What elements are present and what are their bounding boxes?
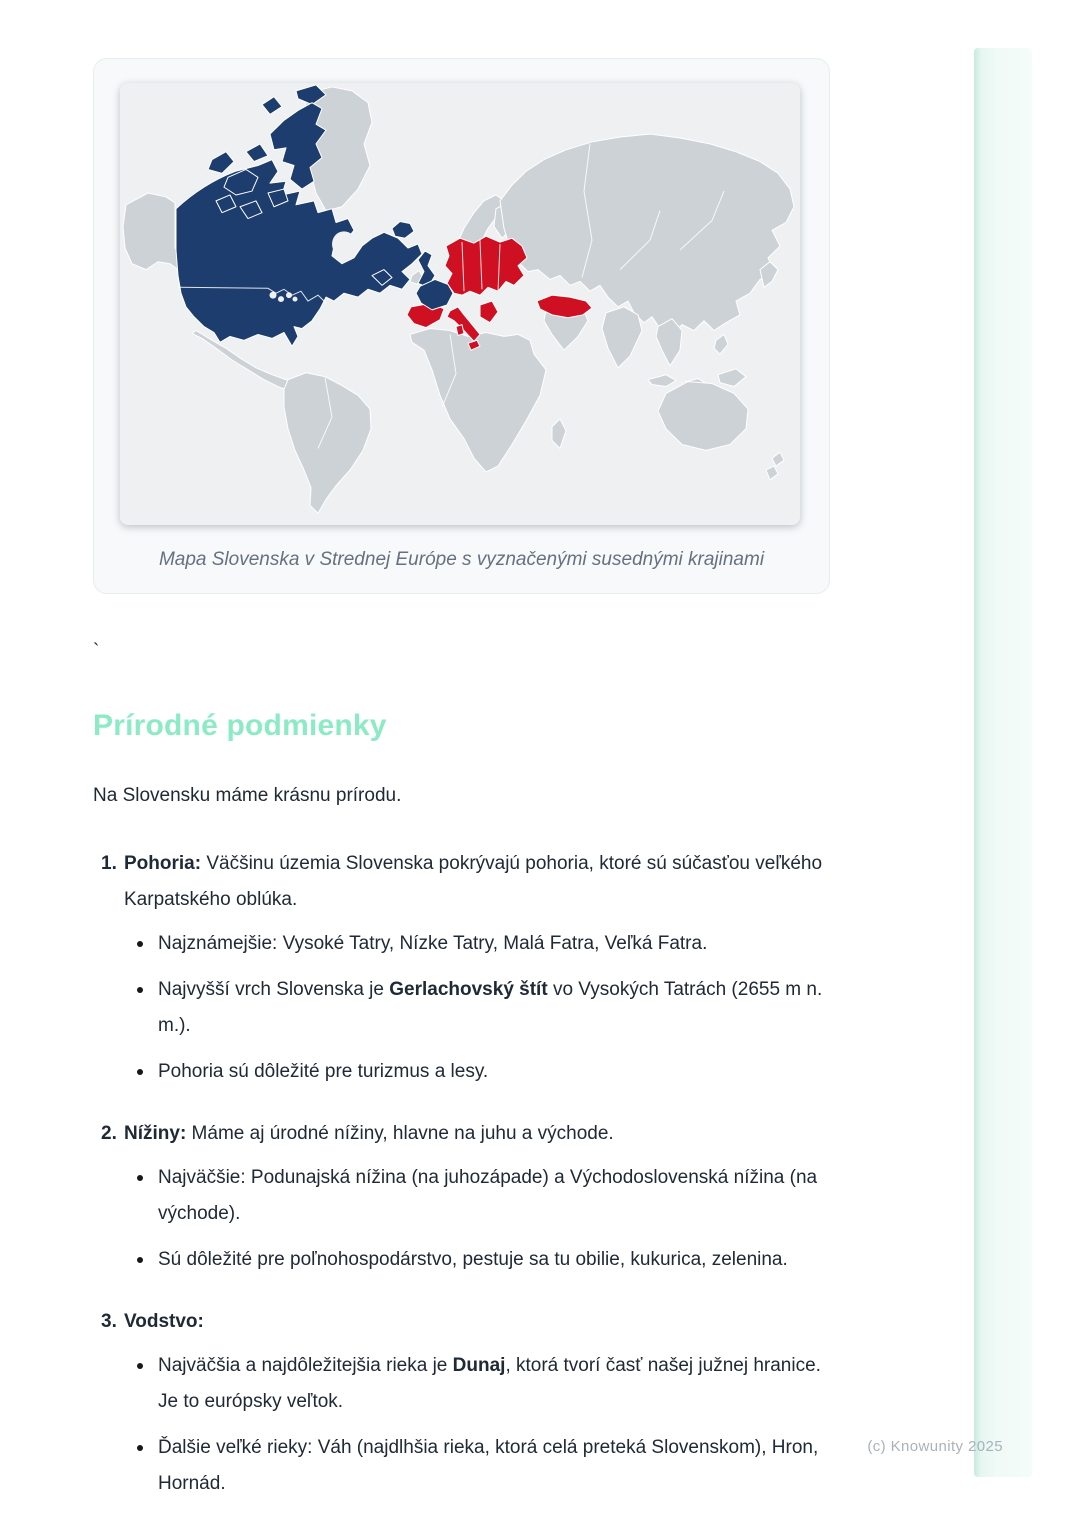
map-figure	[93, 58, 830, 594]
sub-list	[93, 1160, 830, 1278]
section-heading: Prírodné podmienky	[93, 709, 387, 742]
list-item-vodstvo	[93, 1304, 830, 1502]
list-lead-text: Vodstvo:	[124, 1311, 204, 1332]
map-great-lake	[293, 297, 298, 302]
sub-list	[93, 1348, 830, 1502]
topic-list	[93, 846, 830, 1502]
stray-backtick: `	[93, 641, 100, 662]
bullet-item: Pohoria sú dôležité pre turizmus a lesy.	[93, 1054, 830, 1090]
world-map-svg	[120, 83, 800, 525]
list-item-niziny	[93, 1116, 830, 1278]
world-map	[120, 83, 800, 525]
sub-list	[93, 926, 830, 1090]
list-item-pohoria	[93, 846, 830, 1090]
list-item-lead	[93, 1304, 830, 1340]
bullet-item: Najvyšší vrch Slovenska je Gerlachovský štít vo Vysokých Tatrách (2655 m n. m.).	[93, 972, 830, 1044]
map-region-sardinia	[456, 325, 464, 336]
map-great-lake	[278, 296, 284, 302]
intro-paragraph: Na Slovensku máme krásnu prírodu.	[93, 785, 402, 806]
bullet-item: Najväčšia a najdôležitejšia rieka je Dunaj, ktorá tvorí časť našej južnej hranice. Je to európsky veľtok.	[93, 1348, 830, 1420]
bullet-item: Najznámejšie: Vysoké Tatry, Nízke Tatry, Malá Fatra, Veľká Fatra.	[93, 926, 830, 962]
map-hudson-bay	[332, 231, 356, 257]
copyright-watermark: (c) Knowunity 2025	[867, 1438, 1003, 1455]
list-item-lead	[93, 846, 830, 918]
list-number: 1.	[101, 853, 117, 874]
list-number: 3.	[101, 1311, 117, 1332]
bullet-item: Sú dôležité pre poľnohospodárstvo, pestuje sa tu obilie, kukurica, zelenina.	[93, 1242, 830, 1278]
right-accent-band	[974, 48, 1032, 1477]
bullet-item: Ďalšie veľké rieky: Váh (najdlhšia rieka, ktorá celá preteká Slovenskom), Hron, Hornád.	[93, 1430, 830, 1502]
bullet-item: Najväčšie: Podunajská nížina (na juhozápade) a Východoslovenská nížina (na východe).	[93, 1160, 830, 1232]
list-item-lead	[93, 1116, 830, 1152]
map-caption: Mapa Slovenska v Strednej Európe s vyznačenými susednými krajinami	[158, 549, 765, 570]
list-lead-text: Pohoria: Väčšinu územia Slovenska pokrývajú pohoria, ktoré sú súčasťou veľkého Karpatského oblúka.	[124, 853, 823, 910]
list-number: 2.	[101, 1123, 117, 1144]
list-lead-text: Nížiny: Máme aj úrodné nížiny, hlavne na juhu a východe.	[124, 1123, 614, 1144]
